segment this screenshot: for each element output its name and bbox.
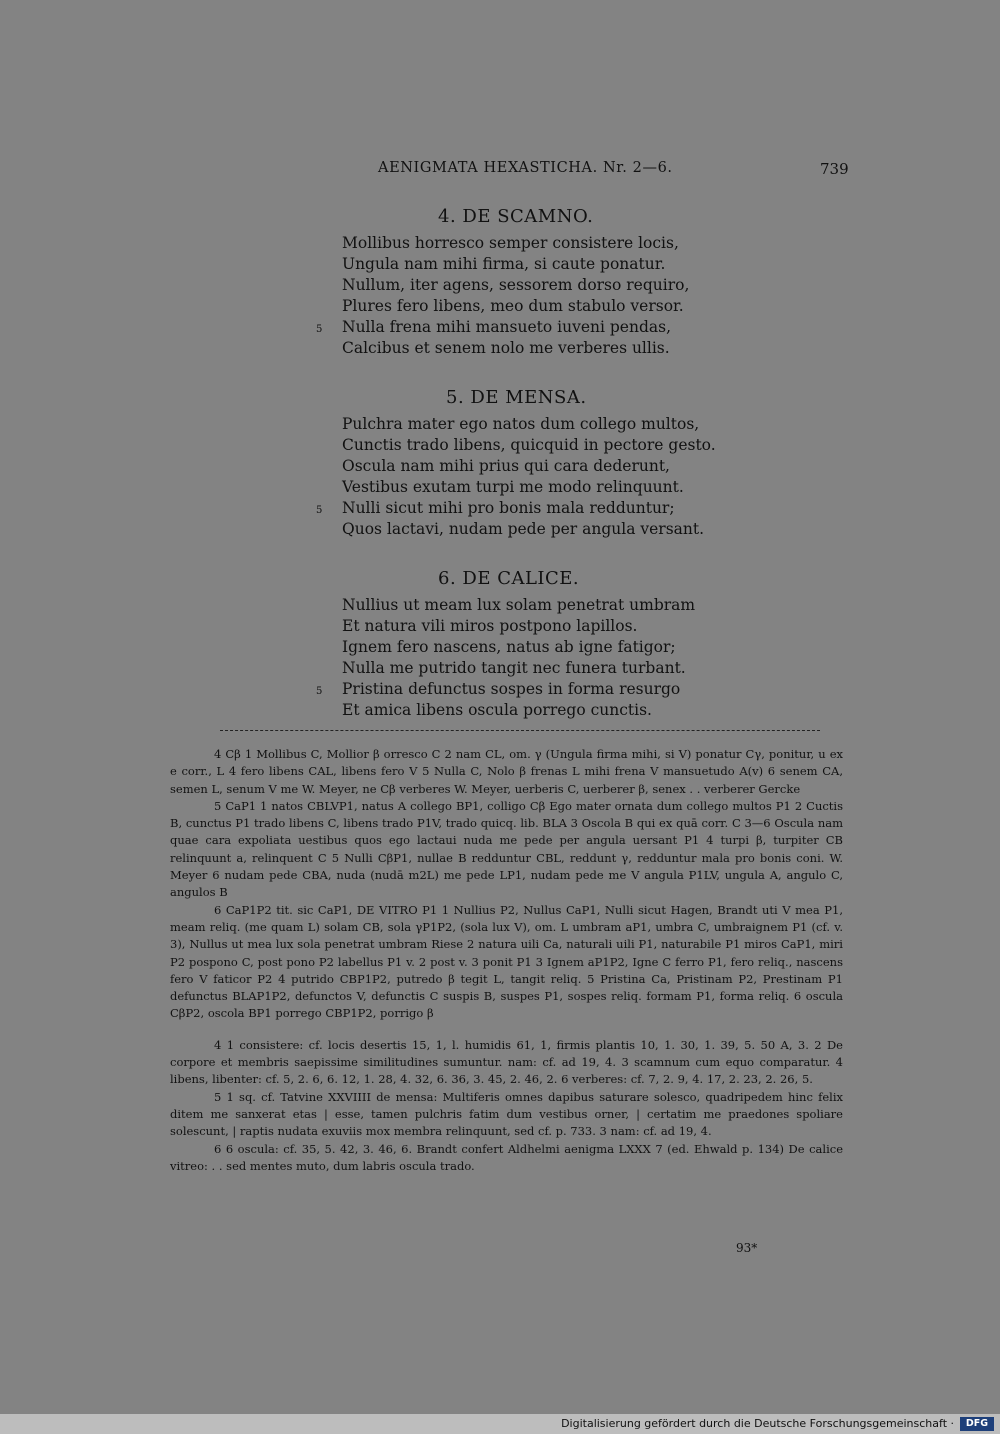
verse-text: Nulli sicut mihi pro bonis mala redduntur; (342, 499, 675, 517)
verse-line: Nulla me putrido tangit nec funera turbant. (342, 659, 686, 677)
verse-line: Calcibus et senem nolo me verberes ullis. (342, 339, 670, 357)
apparatus-entry-4: 4 Cβ 1 Mollibus C, Mollior β orresco C 2 nam CL, om. γ (Ungula firma mihi, si V) ponatur Cγ, ponitur, u ex e corr., L 4 fero libens CAL, libens fero V 5 Nulla C, Nolo β frenas L mihi frena V mansuetudo A(v) 6 senem CA, semen L, senum V me W. Meyer, ne Cβ verberes W. Meyer, uerberis C, uerberer β, senex . . verberer Gercke (170, 747, 843, 796)
verse-line: Mollibus horresco semper consistere locis, (342, 234, 679, 252)
critical-apparatus (170, 746, 843, 1175)
running-title: AENIGMATA HEXASTICHA. Nr. 2—6. (378, 160, 673, 176)
signature-mark: 93* (736, 1241, 758, 1255)
footer-credit: Digitalisierung gefördert durch die Deutsche Forschungsgemeinschaft · (561, 1417, 954, 1430)
verse-line: Ignem fero nascens, natus ab igne fatigor; (342, 638, 676, 656)
source-note-6: 6 6 oscula: cf. 35, 5. 42, 3. 46, 6. Brandt confert Aldhelmi aenigma LXXX 7 (ed. Ehwald p. 134) De calice vitreo: . . sed mentes muto, dum labris oscula trado. (170, 1141, 843, 1173)
apparatus-entry-5: 5 CaP1 1 natos CBLVP1, natus A collego BP1, colligo Cβ Ego mater ornata dum collego multos P1 2 Cuctis B, cunctus P1 trado libens C, libens trado P1V, trado quicq. lib. BLA 3 Oscola B qui ex quā corr. C 3—6 Oscula nam quae cara expoliata uestibus quos ego lactaui nuda me pede per angula uersant P1 4 turpi β, turpiter CB relinquunt a, relinquent C 5 Nulli CβP1, nullae B redduntur CBL, reddunt γ, redduntur mala pro bonis coni. W. Meyer 6 nudam pede CBA, nuda (nudā m2L) me pede LP1, nudam pede me V angula P1LV, ungula A, angulo C, angulos B (170, 798, 843, 900)
verse-line: Cunctis trado libens, quicquid in pectore gesto. (342, 436, 716, 454)
verse-line: Vestibus exutam turpi me modo relinquunt. (342, 478, 684, 496)
poem-title-scamno: 4. DE SCAMNO. (438, 206, 594, 227)
source-note-4: 4 1 consistere: cf. locis desertis 15, 1, l. humidis 61, 1, firmis plantis 10, 1. 30, 1. 39, 5. 50 A, 3. 2 De corpore et membris saepissime similitudines sumuntur. nam: cf. ad 19, 4. 3 scamnum cum equo comparatur. 4 libens, libenter: cf. 5, 2. 6, 6. 12, 1. 28, 4. 32, 6. 36, 3. 45, 2. 46, 2. 6 verberes: cf. 7, 2. 9, 4. 17, 2. 23, 2. 26, 5. (170, 1037, 843, 1087)
page-number: 739 (820, 160, 849, 178)
verse-text: Nulla frena mihi mansueto iuveni pendas, (342, 318, 671, 336)
verse-text: Pristina defunctus sospes in forma resurgo (342, 680, 681, 698)
verse-line: Pulchra mater ego natos dum collego multos, (342, 415, 700, 433)
verse-line: Nullius ut meam lux solam penetrat umbram (342, 596, 696, 614)
verse-line: Ungula nam mihi firma, si caute ponatur. (342, 255, 666, 273)
line-number: 5 (316, 324, 323, 335)
verse-line-5 (316, 317, 762, 338)
verse-line-5 (316, 679, 762, 700)
poem-calice (316, 595, 762, 721)
source-note-5: 5 1 sq. cf. Tatvine XXVIIII de mensa: Multiferis omnes dapibus saturare solesco, quadripedem hinc felix ditem me sanxerat etas | esse, tamen pulchris fatim dum vestibus orner, | certatim me praedones spoliare solescunt, | raptis nudata exuviis mox membra relinquunt, sed cf. p. 733. 3 nam: cf. ad 19, 4. (170, 1089, 843, 1139)
poem-title-calice: 6. DE CALICE. (438, 568, 580, 589)
poem-title-mensa: 5. DE MENSA. (446, 387, 587, 408)
verse-line-5 (316, 498, 762, 519)
apparatus-entry-6: 6 CaP1P2 tit. sic CaP1, DE VITRO P1 1 Nullius P2, Nullus CaP1, Nulli sicut Hagen, Brandt uti V mea P1, meam reliq. (me quam L) solam CB, sola γP1P2, (sola lux V), om. L umbram aP1, umbra C, umbraignem P1 (cf. v. 3), Nullus ut mea lux sola penetrat umbram Riese 2 natura uili Ca, naturali uili P1, naturabile P1 miros CaP1, miri P2 pospono C, post pono P2 labellus P1 v. 2 post v. 3 ponit P1 3 Ignem aP1P2, Igne C ferro P1, fero reliq., nascens fero V faticor P2 4 putrido CBP1P2, putredo β tegit L, tangit reliq. 5 Pristina Ca, Pristinam P2, Prestinam P1 defunctus BLAP1P2, defunctos V, defunctis C suspis B, suspes P1, sospes reliq. formam P1, forma reliq. 6 oscula CβP2, oscola BP1 porrego CBP1P2, porrigo β (170, 902, 843, 1021)
poem-scamno (316, 233, 762, 359)
footnote-rule (220, 730, 820, 731)
verse-line: Oscula nam mihi prius qui cara dederunt, (342, 457, 670, 475)
verse-line: Plures fero libens, meo dum stabulo versor. (342, 297, 684, 315)
footer-bar (0, 1414, 1000, 1434)
line-number: 5 (316, 505, 323, 516)
verse-line: Quos lactavi, nudam pede per angula versant. (342, 520, 705, 538)
verse-line: Et amica libens oscula porrego cunctis. (342, 701, 652, 719)
poem-mensa (316, 414, 762, 540)
dfg-logo[interactable]: DFG (960, 1417, 994, 1431)
verse-line: Et natura vili miros postpono lapillos. (342, 617, 638, 635)
verse-line: Nullum, iter agens, sessorem dorso requiro, (342, 276, 690, 294)
line-number: 5 (316, 686, 323, 697)
